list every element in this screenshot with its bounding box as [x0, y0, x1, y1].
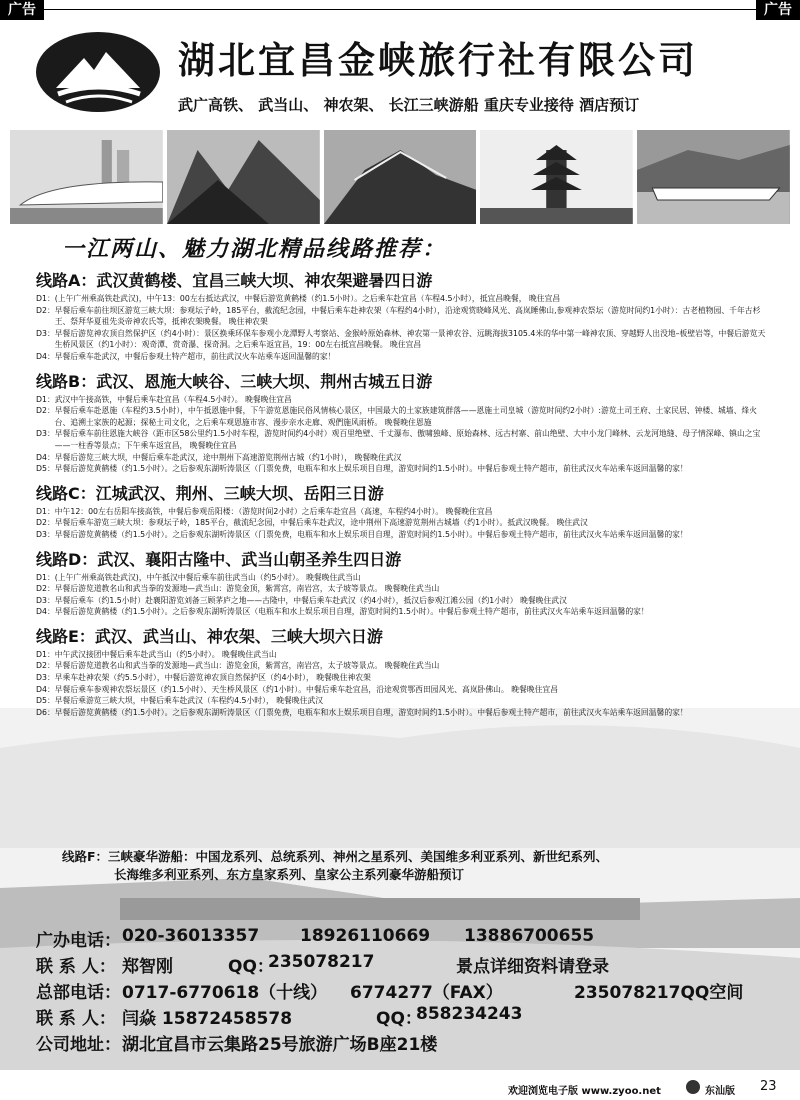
itinerary-day — [36, 649, 766, 661]
day-text: 早餐后游览道教名山和武当拳的发源地—武当山：游览金顶，紫霄宫，南岩宫，太子坡等景点。 晚餐晚住武当山 — [54, 661, 440, 671]
day-label: D3： — [36, 429, 55, 439]
contact-person-1: 郑智刚 — [122, 957, 173, 977]
route-title: 线路A：武汉黄鹤楼、宜昌三峡大坝、神农架避暑四日游 — [36, 271, 433, 290]
qq-space: 235078217QQ空间 — [574, 983, 744, 1003]
qq-1: 235078217 — [268, 952, 375, 972]
mobile-2: 13886700655 — [464, 926, 595, 946]
itinerary-day — [36, 506, 766, 518]
day-label: D2： — [36, 584, 55, 594]
itinerary-day — [36, 394, 766, 406]
itinerary-day — [36, 572, 766, 584]
day-label: D1： — [36, 294, 55, 303]
route-list — [36, 262, 766, 718]
company-name: 湖北宜昌金峡旅行社有限公司 — [178, 39, 698, 82]
day-label: D3： — [36, 529, 55, 539]
itinerary-day — [36, 293, 766, 305]
day-text: 早餐后乘车前往坝区游览三峡大坝：参观坛子岭，185平台，截流纪念园，中餐后乘车赴神农架（车程约4小时），沿途观赏晓峰风光、高岚睡佛山,参观神农祭坛（游览时间约1小时）：古老植物园、千年古杉王、祭拜华夏祖先炎帝神农氏等，抵神农架晚餐。 晚住神农架 — [54, 305, 761, 327]
day-text: 早餐后游览黄鹤楼（约1.5小时）。之后参观东湖听涛景区（门票免费，电瓶车和水上娱乐项目自理，游览时间约1.5小时）。中餐后参观土特产超市，前往武汉火车站乘车返回温馨的家！ — [54, 707, 688, 717]
day-text: 中午武汉接团中餐后乘车赴武当山（约5小时）。 晚餐晚住武当山 — [54, 649, 277, 659]
address-label: 公司地址： — [36, 1035, 121, 1055]
day-label: D1： — [36, 394, 55, 404]
day-text: 早餐后乘车参观神农祭坛景区（约1.5小时）、天生桥风景区（约1小时）。中餐后乘车赴宜昌，沿途观赏鄂西田园风光、高岚卧佛山。 晚餐晚住宜昌 — [54, 684, 559, 694]
itinerary-day — [36, 583, 766, 595]
itinerary-day — [36, 672, 766, 684]
company-logo — [36, 32, 160, 112]
line-f-title: 线路F：三峡豪华游船： — [62, 849, 196, 864]
slogan-heading: 一江两山、魅力湖北精品线路推荐： — [62, 237, 447, 262]
photo-yellow-crane-tower — [480, 130, 633, 224]
contact-person-2-label: 联 系 人： — [36, 1009, 116, 1029]
itinerary-day — [36, 529, 766, 541]
day-label: D2： — [36, 518, 55, 528]
day-text: (上午广州乘高铁赴武汉)，中午抵汉中餐后乘车前往武当山（约5小时）。 晚餐晚住武当山 — [54, 572, 361, 582]
contact-person-2: 闫焱 15872458578 — [122, 1009, 293, 1029]
line-f-block — [62, 848, 762, 884]
page-number: 23 — [760, 1079, 777, 1094]
hq-phone: 0717-6770618（十线） — [122, 983, 328, 1003]
day-label: D3： — [36, 595, 55, 605]
day-label: D4： — [36, 684, 55, 694]
gz-phone: 020-36013357 — [122, 926, 260, 946]
day-label: D1： — [36, 572, 55, 582]
day-text: (上午广州乘高铁赴武汉)，中午13：00左右抵达武汉，中餐后游览黄鹤楼（约1.5小时）。之后乘车赴宜昌（车程4.5小时），抵宜昌晚餐， 晚住宜昌 — [54, 294, 561, 303]
photo-great-wall-peak — [324, 130, 477, 224]
day-label: D5： — [36, 696, 55, 706]
route-title: 线路E：武汉、武当山、神农架、三峡大坝六日游 — [36, 626, 383, 646]
day-text: 早餐后乘车赴武汉，中餐后参观土特产超市，前往武汉火车站乘车返回温馨的家！ — [54, 351, 336, 361]
day-label: D2： — [36, 406, 55, 416]
itinerary-day — [36, 351, 766, 363]
qq-2-label: QQ： — [376, 1009, 422, 1029]
footer-edition: 东汕版 — [705, 1086, 735, 1097]
day-label: D2： — [36, 305, 55, 315]
day-label: D3： — [36, 673, 55, 683]
itinerary-day — [36, 452, 766, 464]
day-text: 早餐后游览神农顶自然保护区（约4小时）：景区换乘环保车参观小龙潭野人考察站、金猴岭原始森林、神农第一景神农谷、远眺海拔3105.4米的华中第一峰神农顶、穿越野人出没地–板壁岩等，中餐后游览天生桥风景区（约1小时）：观奇潭、赏奇瀑、探奇洞。之后乘车返宜昌，19：00左右抵宜昌晚餐。 晚住宜昌 — [54, 328, 766, 350]
itinerary-day — [36, 517, 766, 529]
day-label: D1： — [36, 649, 55, 659]
itinerary-day — [36, 428, 766, 451]
top-divider — [44, 9, 756, 10]
itinerary-day — [36, 660, 766, 672]
route-title: 线路B：武汉、恩施大峡谷、三峡大坝、荆州古城五日游 — [36, 371, 433, 391]
day-label: D3： — [36, 328, 55, 338]
itinerary-day — [36, 405, 766, 428]
day-text: 武汉中午接高铁，中餐后乘车赴宜昌（车程4.5小时）。 晚餐晚住宜昌 — [54, 394, 292, 404]
contact-person-1-label: 联 系 人： — [36, 957, 116, 977]
day-text: 早餐后乘车前往恩施大峡谷（距市区58公里约1.5小时车程，游览时间约4小时）观百里绝壁、千丈瀑布、傲啸独峰、原始森林、远古村寨、前山绝壁、大中小龙门峰林、云龙河地缝、母子情深峰、镇山之宝——一柱香等景点；下午乘车返宜昌， 晚餐晚住宜昌 — [54, 429, 761, 450]
day-text: 早餐后乘车（约1.5小时）赴襄阳游览刘备三顾茅庐之地——古隆中，中餐后乘车赴武汉（约4小时），抵汉后参观江滩公园（约1小时） 晚餐晚住武汉 — [54, 595, 567, 605]
mobile-1: 18926110669 — [300, 926, 431, 946]
itinerary-day — [36, 707, 766, 719]
gz-phone-label: 广办电话： — [36, 931, 121, 951]
ad-label-right: 广告 — [756, 0, 800, 20]
itinerary-day — [36, 595, 766, 607]
day-label: D4： — [36, 607, 55, 617]
day-label: D2： — [36, 661, 55, 671]
itinerary-day — [36, 684, 766, 696]
ad-label-left: 广告 — [0, 0, 44, 20]
day-label: D6： — [36, 707, 55, 717]
route-title: 线路C：江城武汉、荆州、三峡大坝、岳阳三日游 — [36, 483, 384, 503]
day-label: D4： — [36, 452, 55, 462]
day-text: 早餐后游览三峡大坝，中餐后乘车赴武汉，途中荆州下高速游览荆州古城（约1小时）， 晚餐晚住武汉 — [54, 452, 402, 462]
fax-number: 6774277（FAX） — [350, 983, 503, 1003]
qq-1-label: QQ： — [228, 957, 274, 977]
day-text: 早餐后游览黄鹤楼（约1.5小时）。之后参观东湖听涛景区（门票免费，电瓶车和水上娱乐项目自理，游览时间约1.5小时）。中餐后参观土特产超市，前往武汉火车站乘车返回温馨的家！ — [54, 464, 688, 474]
info-link-text: 景点详细资料请登录 — [456, 957, 609, 977]
footer-website-text: 欢迎浏览电子版 www.zyoo.net — [508, 1086, 661, 1097]
day-text: 早餐后乘游览三峡大坝，中餐后乘车赴武汉（车程约4.5小时）， 晚餐晚住武汉 — [54, 696, 324, 706]
itinerary-day — [36, 695, 766, 707]
day-label: D4： — [36, 351, 55, 361]
hq-phone-label: 总部电话： — [36, 983, 121, 1003]
day-text: 中午12：00左右岳阳车接高铁，中餐后参观岳阳楼：（游览时间2小时）之后乘车赴宜昌（高速，车程约4小时）。 晚餐晚住宜昌 — [54, 506, 493, 516]
day-text: 早餐后游览黄鹤楼（约1.5小时）。之后参观东湖听涛景区（电瓶车和水上娱乐项目自理，游览时间约1.5小时）。中餐后参观土特产超市，前往武汉火车站乘车返回温馨的家！ — [54, 607, 649, 617]
line-f-text2: 长海维多利亚系列、东方皇家系列、皇家公主系列豪华游船预订 — [114, 867, 465, 882]
day-text: 早餐后乘车赴恩施（车程约3.5小时），中午抵恩施中餐，下午游览恩施民俗风情核心景区，中国最大的土家族建筑群落——恩施土司皇城（游览时间约2小时）:游览土司王府、土家民居、钟楼、城墙、烽火台、追溯土家族的起源；探秘土司文化，之后乘车观恩施市容、漫步亲水走廊、观們施风雨桥。 晚餐晚住恩施 — [54, 406, 757, 427]
contact-block — [36, 926, 776, 1056]
qq-2: 858234243 — [416, 1004, 523, 1024]
address: 湖北宜昌市云集路25号旅游广场B座21楼 — [122, 1035, 438, 1055]
itinerary-day — [36, 606, 766, 618]
day-text: 早餐后游览黄鹤楼（约1.5小时）。之后参观东湖听涛景区（门票免费，电瓶车和水上娱乐项目自理，游览时间约1.5小时）。中餐后参观土特产超市，前往武汉火车站乘车返回温馨的家！ — [54, 529, 688, 539]
photo-strip — [10, 130, 790, 224]
day-label: D5： — [36, 464, 55, 474]
page-footer — [0, 1072, 800, 1100]
services-line: 武广高铁、 武当山、 神农架、 长江三峡游船 重庆专业接待 酒店预订 — [178, 96, 640, 114]
photo-high-speed-train — [10, 130, 163, 224]
day-label: D1： — [36, 506, 55, 516]
itinerary-day — [36, 305, 766, 328]
photo-mountain-valley — [167, 130, 320, 224]
itinerary-day — [36, 328, 766, 351]
photo-cruise-ship — [637, 130, 790, 224]
day-text: 早乘车赴神农架（约5.5小时），中餐后游览神农顶自然保护区（约4小时）， 晚餐晚住神农架 — [54, 673, 371, 683]
day-text: 早餐后游览道教名山和武当拳的发源地—武当山：游览金顶，紫霄宫，南岩宫，太子坡等景点。 晚餐晚住武当山 — [54, 584, 440, 594]
day-text: 早餐后乘车游览三峡大坝：参观坛子岭，185平台，截流纪念园，中餐后乘车赴武汉，途中荆州下高速游览荆州古城墙（约1小时）。抵武汉晚餐。 晚住武汉 — [54, 518, 588, 528]
route-title: 线路D：武汉、襄阳古隆中、武当山朝圣养生四日游 — [36, 549, 402, 569]
edition-badge-icon — [686, 1080, 700, 1094]
itinerary-day — [36, 463, 766, 475]
line-f-text1: 中国龙系列、总统系列、神州之星系列、美国维多利亚系列、新世纪系列、 — [195, 849, 609, 864]
